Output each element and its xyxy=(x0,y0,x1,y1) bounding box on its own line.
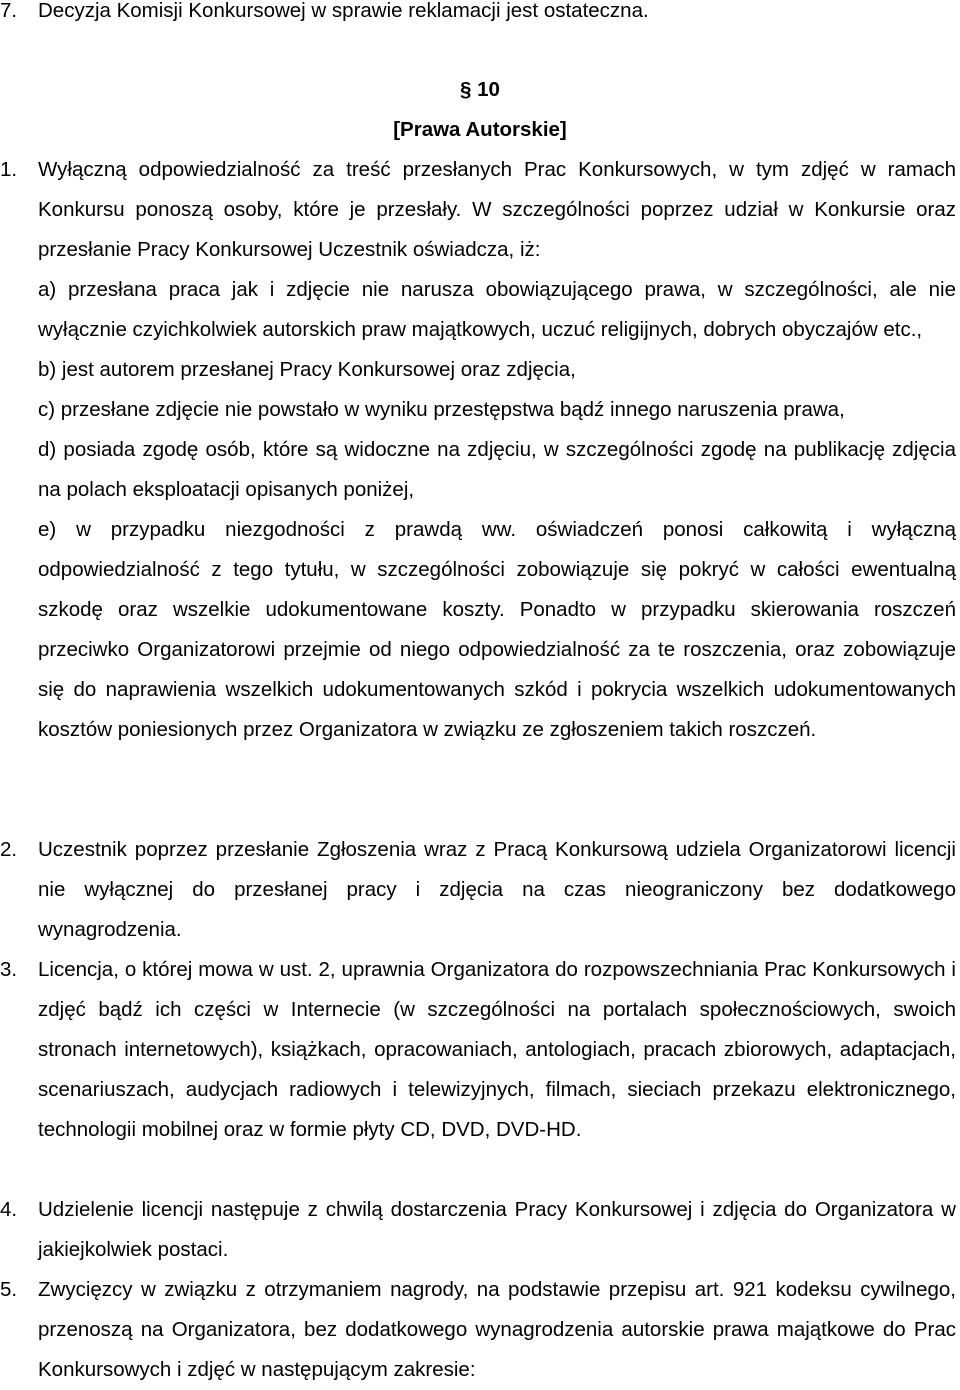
point-d: d) posiada zgodę osób, które są widoczne na zdjęciu, w szczególności zgodę na publikację zdjęcia na polach eksploatacji opisanych poniżej, xyxy=(38,438,956,501)
list-item-1 xyxy=(0,150,960,830)
list-item-text: Uczestnik poprzez przesłanie Zgłoszenia wraz z Pracą Konkursową udziela Organizatorowi licencji nie wyłącznej do przesłanej pracy i zdjęcia na czas nieograniczony bez dodatkowego wynagrodzenia. xyxy=(38,838,956,941)
list-item-2 xyxy=(0,830,960,950)
section-number-value: 10 xyxy=(477,78,500,101)
point-b: b) jest autorem przesłanej Pracy Konkursowej oraz zdjęcia, xyxy=(38,358,576,381)
list-number: 1. xyxy=(0,158,18,181)
list-item-7 xyxy=(0,0,960,31)
list-number: 4. xyxy=(0,1198,18,1221)
point-e: e) w przypadku niezgodności z prawdą ww. oświadczeń ponosi całkowitą i wyłączną odpowiedzialność z tego tytułu, w szczególności zobowiązuje się pokryć w całości ewentualną szkodę oraz wszelkie udokumentowane koszty. Ponadto w przypadku skierowania roszczeń przeciwko Organizatorowi przejmie od niego odpowiedzialność za te roszczenia, oraz zobowiązuje się do naprawienia wszelkich udokumentowanych szkód i pokrycia wszelkich udokumentowanych kosztów poniesionych przez Organizatora w związku ze zgłoszeniem takich roszczeń. xyxy=(38,518,956,741)
list-number: 5. xyxy=(0,1278,18,1301)
section-number xyxy=(0,70,960,110)
list-item-text: Decyzja Komisji Konkursowej w sprawie reklamacji jest ostateczna. xyxy=(38,0,649,22)
list-item-3 xyxy=(0,950,960,1190)
section-title: [Prawa Autorskie] xyxy=(393,118,567,141)
point-c: c) przesłane zdjęcie nie powstało w wyniku przestępstwa bądź innego naruszenia prawa, xyxy=(38,398,845,421)
list-number: 3. xyxy=(0,958,18,981)
list-item-4 xyxy=(0,1190,960,1270)
list-number: 7. xyxy=(0,0,18,22)
list-item-body xyxy=(38,150,956,750)
list-item-5 xyxy=(0,1270,960,1390)
section-symbol: § xyxy=(460,78,472,101)
list-item-text: Udzielenie licencji następuje z chwilą dostarczenia Pracy Konkursowej i zdjęcia do Organizatora w jakiejkolwiek postaci. xyxy=(38,1198,956,1261)
list-item-text: Licencja, o której mowa w ust. 2, uprawnia Organizatora do rozpowszechniania Prac Konkursowych i zdjęć bądź ich części w Internecie (w szczególności na portalach społecznościowych, swoich stronach internetowych), książkach, opracowaniach, antologiach, pracach zbiorowych, adaptacjach, scenariuszach, audycjach radiowych i telewizyjnych, filmach, sieciach przekazu elektronicznego, technologii mobilnej oraz w formie płyty CD, DVD, DVD-HD. xyxy=(38,958,956,1141)
point-a: a) przesłana praca jak i zdjęcie nie narusza obowiązującego prawa, w szczególności, ale nie wyłącznie czyichkolwiek autorskich praw majątkowych, uczuć religijnych, dobrych obyczajów etc., xyxy=(38,278,956,341)
list-number: 2. xyxy=(0,838,18,861)
list-item-text: Zwycięzcy w związku z otrzymaniem nagrody, na podstawie przepisu art. 921 kodeksu cywilnego, przenoszą na Organizatora, bez dodatkowego wynagrodzenia autorskie prawa majątkowe do Prac Konkursowych i zdjęć w następującym zakresie: xyxy=(38,1278,956,1381)
paragraph-intro: Wyłączną odpowiedzialność za treść przesłanych Prac Konkursowych, w tym zdjęć w ramach Konkursu ponoszą osoby, które je przesłały. W szczególności poprzez udział w Konkursie oraz przesłanie Pracy Konkursowej Uczestnik oświadcza, iż: xyxy=(38,158,956,261)
